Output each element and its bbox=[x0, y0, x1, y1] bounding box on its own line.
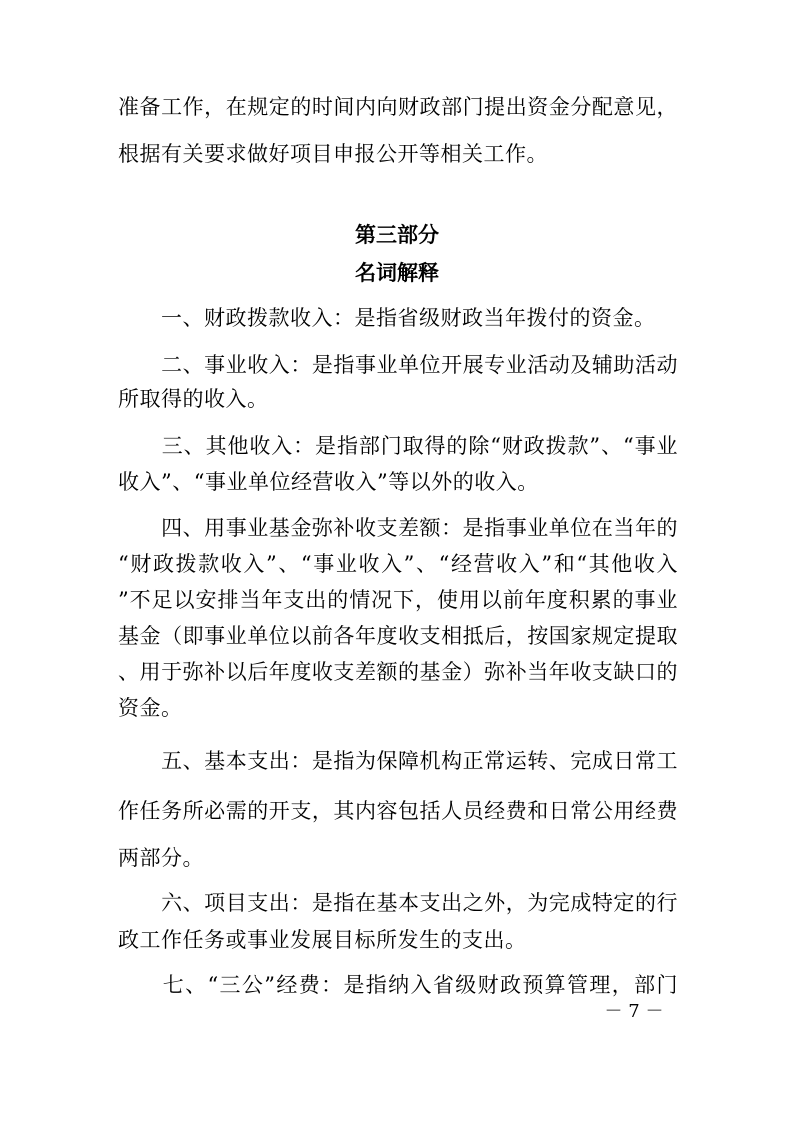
item-7-line-1: 七、“三公”经费：是指纳入省级财政预算管理，部门 bbox=[118, 973, 678, 997]
item-5-line-1: 五、基本支出：是指为保障机构正常运转、完成日常工 bbox=[118, 749, 678, 773]
item-3-line-1: 三、其他收入：是指部门取得的除“财政拨款”、“事业 bbox=[118, 434, 678, 458]
item-4-line-6: 资金。 bbox=[118, 696, 183, 720]
item-6-line-2: 政工作任务或事业发展目标所发生的支出。 bbox=[118, 928, 527, 952]
part-title: 第三部分 bbox=[355, 223, 439, 247]
item-2-line-2: 所取得的收入。 bbox=[118, 387, 269, 411]
section-title: 名词解释 bbox=[355, 261, 439, 285]
item-5-line-2: 作任务所必需的开支，其内容包括人员经费和日常公用经费 bbox=[118, 799, 678, 823]
item-3-line-2: 收入”、“事业单位经营收入”等以外的收入。 bbox=[118, 470, 539, 494]
item-2-line-1: 二、事业收入：是指事业单位开展专业活动及辅助活动 bbox=[118, 353, 678, 377]
item-6-line-1: 六、项目支出：是指在基本支出之外，为完成特定的行 bbox=[118, 891, 678, 915]
item-1-line-1: 一、财政拨款收入：是指省级财政当年拨付的资金。 bbox=[118, 306, 656, 330]
intro-line-2: 根据有关要求做好项目申报公开等相关工作。 bbox=[118, 142, 548, 166]
item-5-line-3: 两部分。 bbox=[118, 846, 204, 870]
item-4-line-1: 四、用事业基金弥补收支差额：是指事业单位在当年的 bbox=[118, 516, 678, 540]
item-4-line-4: 基金（即事业单位以前各年度收支相抵后，按国家规定提取 bbox=[118, 624, 678, 648]
item-4-line-3: ”不足以安排当年支出的情况下，使用以前年度积累的事业 bbox=[118, 588, 678, 612]
item-4-line-2: “财政拨款收入”、“事业收入”、“经营收入”和“其他收入 bbox=[118, 552, 678, 576]
item-4-line-5: 、用于弥补以后年度收支差额的基金）弥补当年收支缺口的 bbox=[118, 660, 678, 684]
intro-line-1: 准备工作，在规定的时间内向财政部门提出资金分配意见， bbox=[118, 95, 678, 119]
page-number: － 7 － bbox=[604, 1001, 664, 1022]
